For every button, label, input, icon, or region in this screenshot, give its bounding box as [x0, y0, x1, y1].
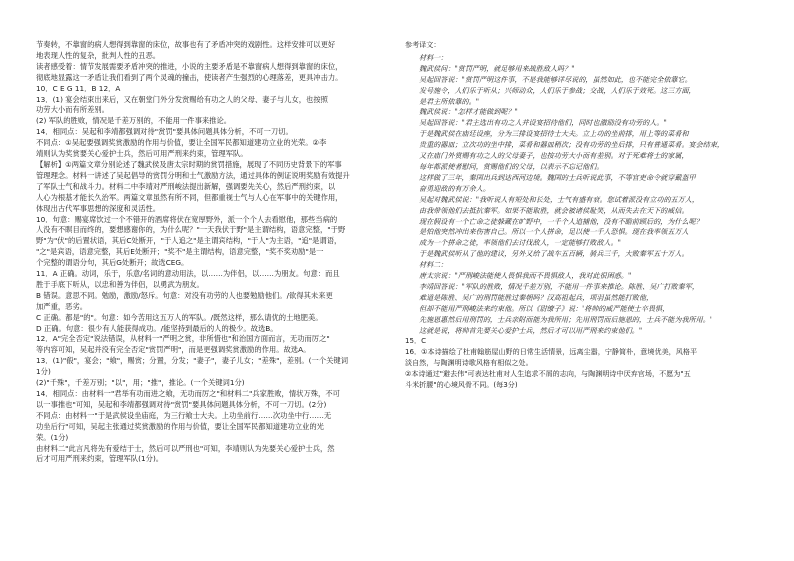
answer-line-3: 读者感受着：情节发展需要矛盾冲突的推进，小说的主要矛盾是不靠窗病人想得到靠窗的床位，: [36, 61, 343, 71]
answer-line-13: 管理理念。材料一讲述了吴起倡导的赏罚分明和士气激励方法，通过具体的例证说明奖励有效提升: [36, 170, 350, 180]
answer-line-18: 人没有不瞑目而终的，要想感谢你的，为什么呢？"一天我伏于野"是主谓结构，语意完整，"于野: [36, 225, 346, 235]
answer-line-28: 12．A"完全否定"说法错误，从材料一"严明之赏，非所惜也"和治国方面而言，无功而厉之": [36, 334, 330, 344]
answer-line-16: 体现出古代军事思想的深度和灵活性。: [36, 203, 161, 213]
translation-line-18: 成为一个拼命之徒，率领他们去讨伐敌人，一定能够打败敌人。": [419, 238, 621, 248]
translation-line-20: 材料二：: [419, 260, 448, 270]
answer-line-21: 个完整的谓语分句，其后G处断开；故选CEG。: [36, 258, 189, 268]
answer-line-29: 等内容可知，吴起并没有完全否定"赏罚严明"，而是更强调奖赏激励的作用。故选A。: [36, 345, 311, 355]
translation-heading: 参考译文：: [405, 40, 441, 49]
answer-line-22: 11．A 正确。动词，乐于，乐意/名词的意动用法，以……为伴侣，以……为朋友。句意：而且: [36, 269, 340, 279]
translation-line-10: 又在庙门外赏赐有功之人的父母妻子，也按功劳大小而有差别。对于死难将士的家属，: [419, 151, 689, 161]
answer-line-26: C 正确。都是"的"。句意：如今苦用这五万人的军队。/既然这样，那么请优的土地肥美。: [36, 312, 323, 322]
answer-line-7: 功劳大小而有所差别。: [36, 105, 109, 115]
answer-line-12: 【解析】①两篇文章分别论述了魏武侯及唐太宗时期的赏罚措施，展现了不同历史背景下的军事: [36, 159, 342, 169]
answer-line-30: 13．(1)"殽"，宴会；"飨"，赐赏；分置，分发；"妻子"，妻子儿女；"差殊"，差别。(一个关键词: [36, 356, 349, 366]
translation-line-8: 于是魏武侯在庙廷设座，分为三排设宴招待士大夫。立上功的坐前排，用上等的菜肴和: [419, 129, 689, 139]
answer-line-right-1: 15．C: [405, 336, 427, 346]
answer-line-38: 由材料二"此言凡将先有爱结于士，然后可以严刑也"可知，李靖则认为先要关心爱护士兵，然: [36, 443, 335, 453]
answer-line-25: 加严重，恶劣。: [36, 301, 88, 311]
translation-line-5: 是君主所依靠的。": [419, 96, 480, 106]
translation-line-7: 吴起回答说："君主选出有功之人并设宴招待他们，同时也激励没有功劳的人。": [419, 118, 667, 128]
translation-line-2: 魏武侯问："赏罚严明，就足够用来战胜敌人吗？": [419, 63, 575, 73]
answer-line-9: 14．相同点：吴起和李靖都强调对待"赏罚"要具体问题具体分析，不可一刀切。: [36, 127, 293, 137]
answer-line-36: 功坐后行"可知，吴起主张通过奖赏激励的作用与价值，要让全国军民都知道建功立业的光: [36, 421, 324, 431]
translation-line-24: 但却不能用严刑峻法来约束他。所以《尉缭子》说：'将帅的威严能使士卒畏惧，: [419, 303, 670, 313]
answer-line-35: 不同点：由材料一"于是武侯设坐庙庭，为三行飨士大夫。上功坐前行……次功坐中行……无: [36, 410, 332, 420]
translation-line-17: 是怕他突然冲出来伤害自己。所以一个人拼命，足以使一千人恐惧。现在我率领五万人: [419, 227, 689, 237]
translation-body: [405, 53, 759, 337]
answer-line-33: 14．相同点：由材料一"君举有功而进之飨，无功而厉之"和材料二"兵家胜败，情状万殊，不可: [36, 389, 340, 398]
translation-line-1: 材料一：: [419, 52, 448, 62]
answer-key-column: [36, 40, 391, 540]
translation-line-26: 这就是说，将帅首先要关心爱护士兵，然后才可以用严刑来约束他们。": [419, 325, 643, 335]
translation-line-4: 发号施令，人们乐于听从；兴师动众，人们乐于参战；交战，人们乐于效死。这三方面，: [419, 85, 696, 95]
translation-line-3: 吴起回答说："赏罚严明这件事，不是我能够详尽说的，虽然如此，也不能完全依靠它。: [419, 74, 692, 84]
translation-line-22: 李靖回答说："军队的胜败，情况千差万别，不能用一件事来推论。陈胜、吴广打败秦军，: [419, 281, 699, 291]
answer-line-20: "之"是宾语，语意完整，其后E处断开；"奖不"是主谓结构，语意完整，"奖不奖劝励"是一: [36, 247, 324, 257]
answer-line-37: 荣。(1分): [36, 432, 69, 442]
translation-line-14: 吴起对魏武侯说："我听说人有短处和长处，士气有盛有衰。您试着派没有立功的五万人，: [419, 194, 699, 204]
answer-line-6: 13．(1) 宴会结束出来后，又在朝堂门外分发赏赐给有功之人的父母、妻子与儿女，也按照: [36, 94, 328, 104]
answer-line-4: 彻底地显露这一矛盾让我们看到了两个灵魂的撞击，使读者产生强烈的心理落差，更具冲击力。: [36, 72, 343, 82]
answer-line-17: 10．句意：赐宴席饮过一个不错开的酒席将伏在宽厚野外，派一个个人去看慰他，那些当病的: [36, 214, 338, 224]
answer-line-34: 以一事推也"可知，吴起和李靖都强调对待"赏罚"要具体问题具体分析，不可一刀切。(2分): [36, 399, 327, 409]
translation-line-11: 每年都派使者慰问，赏赐他们的父母，以表示不忘记他们。: [419, 161, 604, 171]
translation-line-25: 先施恩惠然后用刑罚的，士兵亲附而能为我所用；先用刑罚而后施恩的，士兵不能为我所用。': [419, 314, 712, 324]
answer-line-23: 胜于手底下听从，以忠和善为伴侣，以勇武为朋友。: [36, 279, 204, 289]
answer-line-24: B 错误。意思不同。勉励，激励/怒斥。句意：对没有功劳的人也要勉励他们。/欲得其未来更: [36, 290, 333, 300]
translation-line-9: 贵重的器皿；立次功的坐中排，菜肴和器皿稍次；没有功劳的坐后排，只有普通菜肴。宴会结束，: [419, 140, 725, 150]
answer-line-5: 10．C E G 11．B 12．A: [36, 83, 121, 93]
answer-line-14: 了军队士气和战斗力。材料二中李靖对严刑峻法提出新解，强调要先关心，然后严刑约束，以: [36, 181, 336, 191]
answer-line-32: (2)"千殊"，千差万别；"以"，用；"推"，推论。(一个关键词1分): [36, 378, 245, 388]
reference-translation-column: [405, 40, 759, 540]
answer-line-right-3: 淡自然，与陶渊明诗歌风格有相似之处。: [405, 358, 533, 368]
answer-line-1: 节奏转，不靠窗的病人想得到靠窗的床位，故事也有了矛盾冲突的戏剧性。这样安排可以更好: [36, 40, 336, 49]
answer-line-15: 人心为根基才能长久治军。两篇文章虽然有所不同，但都重视士气与人心在军事中的关键作用，: [36, 192, 343, 202]
translation-line-19: 于是魏武侯听从了他的建议，另外又给了战车五百辆，骑兵三千，大败秦军五十万人。: [419, 249, 689, 259]
answer-line-31: 1分): [36, 367, 51, 377]
translation-line-15: 由我带领他们去抵抗秦军。如果不能取胜，就会被诸侯耻笑，从而失去在天下的威信。: [419, 205, 689, 215]
answer-line-39: 后才可用严刑来约束，管理军队(1分)。: [36, 454, 164, 464]
answer-line-right-2: 16．①本诗描绘了杜甫翰筋屋山野的日常生活情景，远离尘嚣，宁静简朴，意境优美，风格平: [405, 347, 698, 357]
translation-line-23: 难道是陈胜、吴广的刑罚能胜过秦朝吗？汉高祖起兵，项羽虽然能打败他，: [419, 292, 654, 302]
translation-line-6: 魏武侯说："怎样才能做到呢？": [419, 107, 518, 117]
answer-line-19: 野"为"伏"的后置状语，其后C处断开，"于人追之"是主谓宾结构，"于人"为主语，"追"是谓语，: [36, 236, 342, 246]
answer-line-right-5: 斗米折腰"的心境风骨不同。(每3分): [405, 380, 518, 390]
answer-line-27: D 正确。句意：很少有人能获得成功。/能坚持到最后的人的极少。故选B。: [36, 323, 278, 333]
answer-line-8: (2) 军队的胜败，情况是千差万别的，不能用一件事来推论。: [36, 116, 232, 126]
translation-line-13: 奋勇迎敌的有万余人。: [419, 183, 490, 193]
answer-line-10: 不同点：①吴起要强调奖赏激励的作用与价值，要让全国军民都知道建功立业的光荣。②李: [36, 138, 327, 148]
answer-line-2: 地表现人性的复杂，批判人性的丑恶。: [36, 50, 161, 60]
translation-line-21: 唐太宗说："严刑峻法能使人畏惧我而不畏惧敌人，我对此很困惑。": [419, 271, 632, 281]
translation-line-16: 现在假设有一个亡命之徒躲藏在旷野中，一千个人追捕他，没有不瞻前顾后的，为什么呢？: [419, 216, 703, 226]
translation-line-12: 这样做了三年，秦国出兵到达西河边境。魏国的士兵听说此事，不等官吏命令就穿戴盔甲: [419, 172, 696, 182]
answer-line-11: 靖则认为奖赏要关心爱护士兵，然后可用严刑来约束，管理军队。: [36, 149, 248, 159]
answer-line-right-4: ②本诗通过"避去伟"可表达杜甫对人生追求不屑的志向，与陶渊明诗中厌弃官场，不愿为"五: [405, 369, 691, 379]
answers-section: [405, 336, 759, 391]
